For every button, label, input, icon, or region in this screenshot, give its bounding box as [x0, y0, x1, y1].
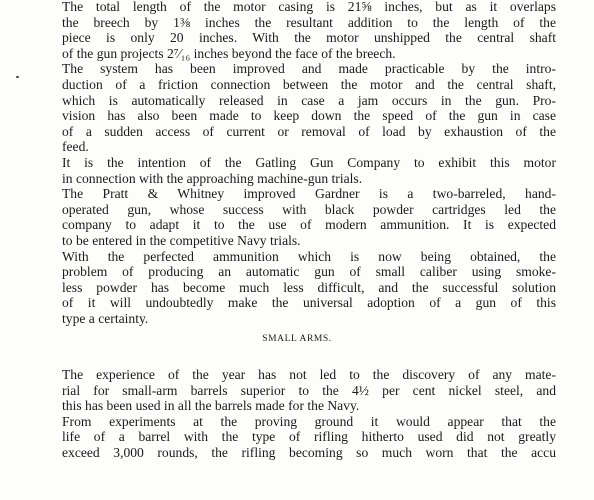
text-line: of the gun projects 2⁷⁄₁₆ inches beyond the face of the breech.	[62, 45, 396, 61]
text-line: in connection with the approaching machine-gun trials.	[62, 170, 363, 186]
text-line: operated gun, whose success with black powder cartridges led the	[62, 201, 556, 217]
text-line: to be entered in the competitive Navy trials.	[62, 232, 301, 248]
text-line: this has been used in all the barrels made for the Navy.	[62, 398, 360, 414]
text-line: duction of a friction connection between the motor and the central shaft,	[62, 76, 556, 92]
text-line: With the perfected ammunition which is now being obtained, the	[62, 248, 556, 264]
text-line: exceed 3,000 rounds, the rifling becoming so much worn that the accu	[62, 444, 556, 460]
text-line: It is the intention of the Gatling Gun Company to exhibit this motor	[62, 154, 556, 170]
text-line: rial for small-arm barrels superior to the 4½ per cent nickel steel, and	[62, 382, 556, 398]
body-text-top	[62, 0, 556, 326]
text-line: The total length of the motor casing is 21⅝ inches, but as it overlaps	[62, 0, 556, 14]
text-line: type a certainty.	[62, 310, 149, 326]
text-line: piece is only 20 inches. With the motor unshipped the central shaft	[62, 30, 556, 46]
text-line: problem of producing an automatic gun of small caliber using smoke-	[62, 264, 556, 280]
text-line: of it will undoubtedly make the universal adoption of a gun of this	[62, 295, 556, 311]
text-line: The Pratt & Whitney improved Gardner is a two-barreled, hand-	[62, 186, 556, 202]
print-speck	[16, 76, 19, 78]
text-line: of a sudden access of current or removal of load by exhaustion of the	[62, 123, 556, 139]
text-line: feed.	[62, 139, 89, 155]
text-line: The system has been improved and made practicable by the intro-	[62, 61, 556, 77]
section-heading: SMALL ARMS.	[262, 334, 332, 344]
text-line: which is automatically released in case a jam occurs in the gun. Pro-	[62, 92, 556, 108]
text-line: From experiments at the proving ground it would appear that the	[62, 413, 556, 429]
text-line: life of a barrel with the type of rifling hitherto used did not greatly	[62, 429, 556, 445]
text-line: vision has also been made to keep down the speed of the gun in case	[62, 108, 556, 124]
text-line: the breech by 1⅜ inches the resultant addition to the length of the	[62, 14, 556, 30]
body-text-bottom	[62, 367, 556, 461]
text-line: less powder has become much less difficult, and the successful solution	[62, 279, 556, 295]
text-line: company to adapt it to the use of modern ammunition. It is expected	[62, 217, 556, 233]
text-line: The experience of the year has not led to the discovery of any mate-	[62, 367, 556, 382]
